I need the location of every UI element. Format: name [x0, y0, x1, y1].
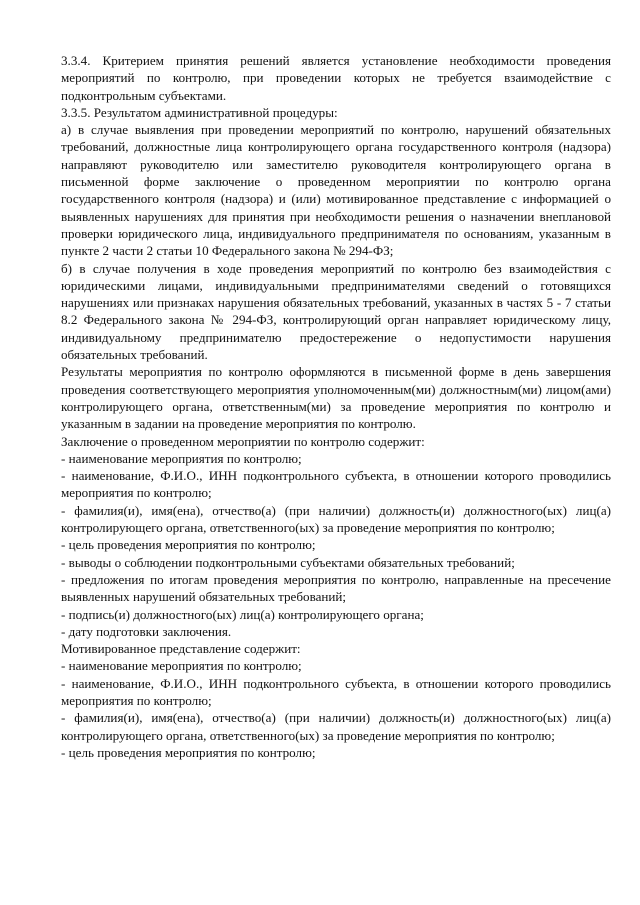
motivated-representation-heading: Мотивированное представление содержит: [61, 641, 301, 657]
conclusion-list-item: - предложения по итогам проведения мероприятия по контролю, направленные на пресечение выявленных нарушений обязательных требований; [61, 571, 611, 605]
conclusion-list-item: - цель проведения мероприятия по контролю; [61, 537, 316, 553]
paragraph-item-a: а) в случае выявления при проведении мероприятий по контролю, нарушений обязательных требований, должностные лица контролирующего органа государственного контроля (надзора) направляют руководителю или заместителю руководителя контролирующего органа в письменной форме заключение о проведенном мероприятии по контролю органа государственного контроля (надзора) и (или) мотивированное представление с информацией о выявленных нарушениях для принятия при необходимости решения о назначении внеплановой проверки юридического лица, индивидуального предпринимателя по основаниям, указанным в пункте 2 части 2 статьи 10 Федерального закона № 294-ФЗ; [61, 122, 611, 259]
paragraph-3-3-4: 3.3.4. Критерием принятия решений является установление необходимости проведения мероприятий по контролю, при проведении которых не требуется взаимодействие с подконтрольным субъектами. [61, 53, 611, 103]
conclusion-list-item: - фамилия(и), имя(ена), отчество(а) (при наличии) должность(и) должностного(ых) лиц(а) контролирующего органа, ответственного(ых) за проведение мероприятия по контролю; [61, 502, 611, 536]
paragraph-results: Результаты мероприятия по контролю оформляются в письменной форме в день завершения проведения соответствующего мероприятия уполномоченным(ми) должностным(ми) лицом(ами) контролирующего органа, ответственным(ми) за проведение мероприятия по контролю и указанным в задании на проведение мероприятия по контролю. [61, 364, 611, 432]
conclusion-list-item: - наименование мероприятия по контролю; [61, 450, 302, 466]
conclusion-list-item: - подпись(и) должностного(ых) лиц(а) контролирующего органа; [61, 606, 424, 622]
document-page [61, 52, 611, 761]
representation-list-item: - наименование мероприятия по контролю; [61, 658, 302, 674]
conclusion-list-item: - наименование, Ф.И.О., ИНН подконтрольного субъекта, в отношении которого проводились мероприятия по контролю; [61, 468, 611, 501]
conclusion-list-item: - выводы о соблюдении подконтрольными субъектами обязательных требований; [61, 554, 515, 570]
conclusion-heading: Заключение о проведенном мероприятии по контролю содержит: [61, 433, 425, 449]
paragraph-item-b: б) в случае получения в ходе проведения мероприятий по контролю без взаимодействия с юридическими лицами, индивидуальными предпринимателями сведений о готовящихся нарушениях или признаках нарушения обязательных требований, указанных в частях 5 - 7 статьи 8.2 Федерального закона № 294-ФЗ, контролирующий орган направляет юридическому лицу, индивидуальному предпринимателю предостережение о недопустимости нарушения обязательных требований. [61, 260, 611, 363]
representation-list-item: - наименование, Ф.И.О., ИНН подконтрольного субъекта, в отношении которого проводились мероприятия по контролю; [61, 675, 611, 708]
conclusion-list-item: - дату подготовки заключения. [61, 623, 232, 639]
representation-list-item: - цель проведения мероприятия по контролю; [61, 744, 316, 760]
representation-list-item: - фамилия(и), имя(ена), отчество(а) (при наличии) должность(и) должностного(ых) лиц(а) контролирующего органа, ответственного(ых) за проведение мероприятия по контролю; [61, 710, 611, 743]
paragraph-3-3-5: 3.3.5. Результатом административной процедуры: [61, 104, 338, 120]
